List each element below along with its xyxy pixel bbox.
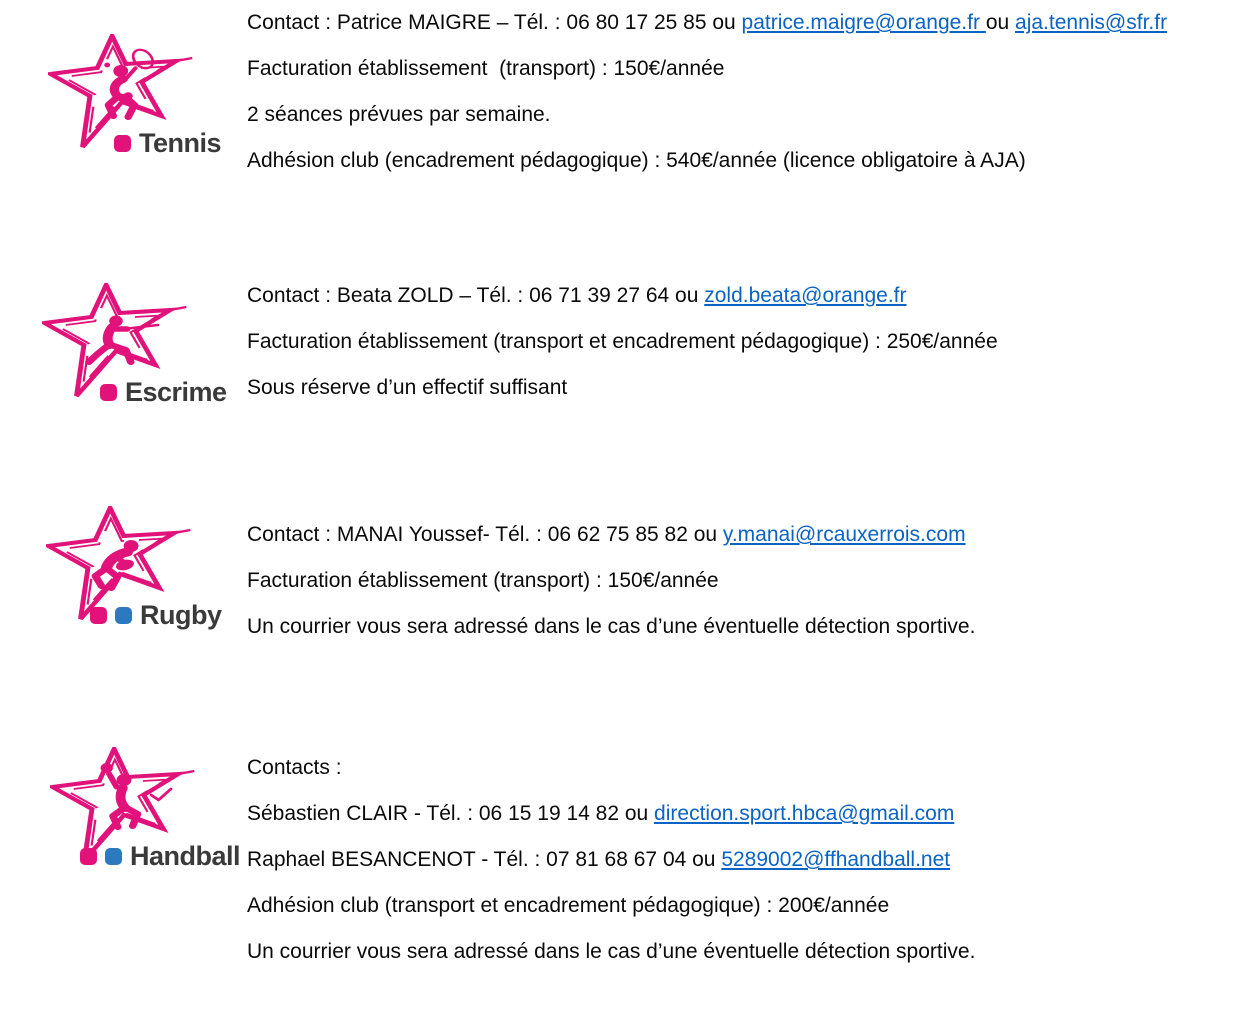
email-link[interactable]: zold.beata@orange.fr: [704, 284, 907, 307]
text-run: Adhésion club (transport et encadrement pédagogique) : 200€/année: [247, 894, 890, 917]
text-run: Facturation établissement (transport) : 150€/année: [247, 57, 725, 80]
paragraph: [247, 937, 1192, 967]
text-run: Contacts :: [247, 756, 342, 779]
text-run: Un courrier vous sera adressé dans le cas d’une éventuelle détection sportive.: [247, 615, 976, 638]
paragraph: [247, 891, 1192, 921]
text-run: Contact : MANAI Youssef- Tél. : 06 62 75 85 82 ou: [247, 523, 723, 546]
sport-label: Handball: [130, 841, 241, 871]
text-run: Facturation établissement (transport et encadrement pédagogique) : 250€/année: [247, 330, 998, 353]
paragraph: [247, 845, 1192, 875]
logo-bullet-square: [80, 848, 97, 865]
sport-label: Tennis: [139, 128, 222, 158]
contact-text-block: [247, 281, 1192, 419]
text-run: Sébastien CLAIR - Tél. : 06 15 19 14 82 ou: [247, 802, 655, 825]
rugby-logo: [46, 506, 246, 631]
paragraph: [247, 373, 1192, 403]
paragraph: [247, 327, 1192, 357]
text-run: Adhésion club (encadrement pédagogique) : 540€/année (licence obligatoire à AJA): [247, 149, 1026, 172]
sport-label: Rugby: [140, 600, 222, 630]
paragraph: [247, 753, 1192, 783]
text-run: Facturation établissement (transport) : 150€/année: [247, 569, 719, 592]
text-run: Sous réserve d’un effectif suffisant: [247, 376, 568, 399]
paragraph: [247, 146, 1192, 176]
logo-bullet-square: [105, 848, 122, 865]
text-run: ou: [985, 11, 1016, 34]
tennis-logo: [48, 34, 248, 159]
text-run: Raphael BESANCENOT - Tél. : 07 81 68 67 04 ou: [247, 848, 722, 871]
email-link[interactable]: direction.sport.hbca@gmail.com: [654, 802, 955, 825]
logo-label-row: [90, 600, 246, 631]
contact-text-block: [247, 520, 1192, 658]
text-run: 2 séances prévues par semaine.: [247, 103, 551, 126]
paragraph: [247, 100, 1192, 130]
handball-logo: [50, 747, 250, 872]
logo-label-row: [80, 841, 250, 872]
logo-bullet-square: [115, 607, 132, 624]
email-link[interactable]: patrice.maigre@orange.fr: [741, 11, 986, 34]
email-link[interactable]: y.manai@rcauxerrois.com: [722, 523, 966, 546]
logo-label-row: [100, 377, 242, 408]
text-run: Un courrier vous sera adressé dans le cas d’une éventuelle détection sportive.: [247, 940, 976, 963]
sport-label: Escrime: [125, 377, 227, 407]
text-run: Contact : Patrice MAIGRE – Tél. : 06 80 17 25 85 ou: [247, 11, 742, 34]
logo-bullet-square: [114, 135, 131, 152]
paragraph: [247, 54, 1192, 84]
paragraph: [247, 281, 1192, 311]
paragraph: [247, 566, 1192, 596]
email-link[interactable]: aja.tennis@sfr.fr: [1015, 11, 1168, 34]
paragraph: [247, 520, 1192, 550]
escrime-logo: [42, 283, 242, 408]
text-run: Contact : Beata ZOLD – Tél. : 06 71 39 27 64 ou: [247, 284, 705, 307]
paragraph: [247, 8, 1192, 38]
logo-label-row: [114, 128, 248, 159]
logo-bullet-square: [90, 607, 107, 624]
email-link[interactable]: 5289002@ffhandball.net: [721, 848, 951, 871]
contact-text-block: [247, 8, 1192, 192]
paragraph: [247, 799, 1192, 829]
paragraph: [247, 612, 1192, 642]
logo-bullet-square: [100, 384, 117, 401]
contact-text-block: [247, 753, 1192, 983]
